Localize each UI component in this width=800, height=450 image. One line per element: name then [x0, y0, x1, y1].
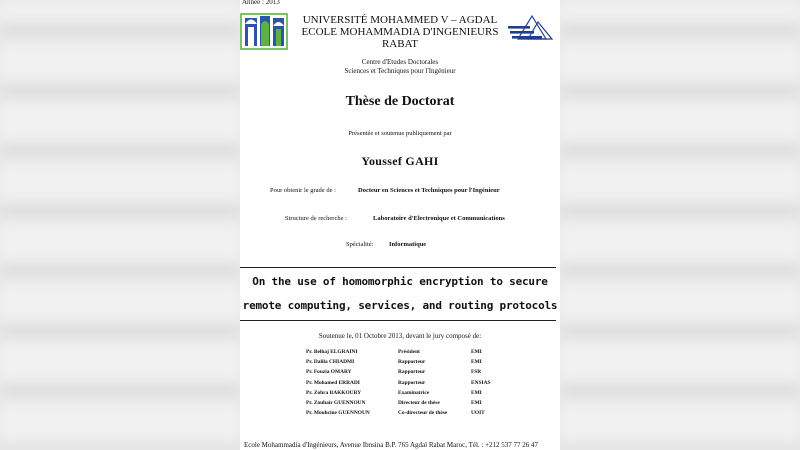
structure-value: Laboratoire d'Electronique et Communications	[373, 215, 505, 222]
jury-member-name: Pr. Mohamed ERRADI	[306, 379, 360, 386]
specialty-label: Spécialité:	[346, 241, 374, 248]
structure-label: Structure de recherche :	[285, 215, 347, 222]
year-value: : 2013	[262, 0, 280, 6]
jury-member-institution: EMI	[471, 349, 482, 356]
table-row	[306, 367, 490, 377]
table-row	[306, 378, 490, 388]
doctoral-center-field: Sciences et Techniques pour l'Ingénieur	[344, 67, 456, 75]
footer-address: Ecole Mohammadia d'Ingénieurs, Avenue Ibnsina B.P. 765 Agdal Rabat Maroc, Tél. : +212 537 77 26 47	[244, 441, 539, 449]
jury-member-name: Pr. Dalila CHIADMI	[306, 359, 355, 366]
defense-statement: Soutenue le, 01 Octobre 2013, devant le jury composé de:	[318, 332, 482, 340]
title-top-rule	[240, 267, 556, 268]
thesis-main-title-line-1: On the use of homomorphic encryption to secure	[252, 275, 548, 288]
blurred-background-left	[0, 0, 240, 450]
jury-member-role: Co-directeur de thèse	[398, 410, 448, 417]
jury-member-institution: EMI	[471, 389, 482, 396]
grade-label: Pour obtenir le grade de :	[270, 187, 336, 194]
jury-member-role: Rapporteur	[398, 369, 426, 376]
blurred-background-right	[560, 0, 800, 450]
grade-value: Docteur en Sciences et Techniques pour l'Ingénieur	[358, 187, 500, 194]
jury-member-role: Directeur de thèse	[398, 400, 440, 407]
author-name: Youssef GAHI	[361, 154, 439, 168]
thesis-type-title: Thèse de Doctorat	[345, 94, 455, 109]
doctoral-center	[240, 58, 560, 76]
title-bottom-rule	[240, 320, 556, 321]
jury-member-institution: EMI	[471, 359, 482, 366]
jury-member-role: Président	[398, 349, 420, 356]
jury-member-institution: EMI	[471, 400, 482, 407]
jury-member-name: Pr. Zouhair GUENNOUN	[306, 400, 366, 407]
jury-member-role: Rapporteur	[398, 359, 426, 366]
jury-member-name: Pr. Mouhcine GUENNOUN	[306, 410, 370, 417]
presented-by-text: Présentée et soutenue publiquement par	[348, 130, 452, 137]
jury-member-institution: UOIT	[471, 410, 485, 417]
table-row	[306, 408, 490, 418]
jury-member-name: Pr. Zohra BAKKOURY	[306, 389, 362, 396]
jury-table	[306, 347, 490, 418]
jury-member-name: Pr. Belhaj ELGRAINI	[306, 349, 358, 356]
specialty-value: Informatique	[389, 241, 427, 248]
thesis-cover-page	[240, 0, 560, 450]
city-name: RABAT	[381, 38, 419, 50]
university-name: UNIVERSITÉ MOHAMMED V – AGDAL	[302, 14, 498, 26]
table-row	[306, 388, 490, 398]
year-label: Année	[242, 0, 261, 6]
table-row	[306, 398, 490, 408]
thesis-main-title-line-2: remote computing, services, and routing protocols	[242, 299, 558, 312]
jury-member-institution: FSR	[471, 369, 482, 376]
jury-member-role: Rapporteur	[398, 379, 426, 386]
school-name: ECOLE MOHAMMADIA D'INGENIEURS	[301, 26, 499, 38]
doctoral-center-name: Centre d'Etudes Doctorales	[361, 58, 439, 66]
jury-member-name: Pr. Fouzia OMARY	[306, 369, 352, 376]
table-row	[306, 357, 490, 367]
jury-member-role: Examinatrice	[398, 389, 430, 396]
emi-logo-icon	[508, 12, 554, 40]
jury-member-institution: ENSIAS	[471, 379, 491, 386]
year-line	[242, 0, 280, 6]
table-row	[306, 347, 490, 357]
